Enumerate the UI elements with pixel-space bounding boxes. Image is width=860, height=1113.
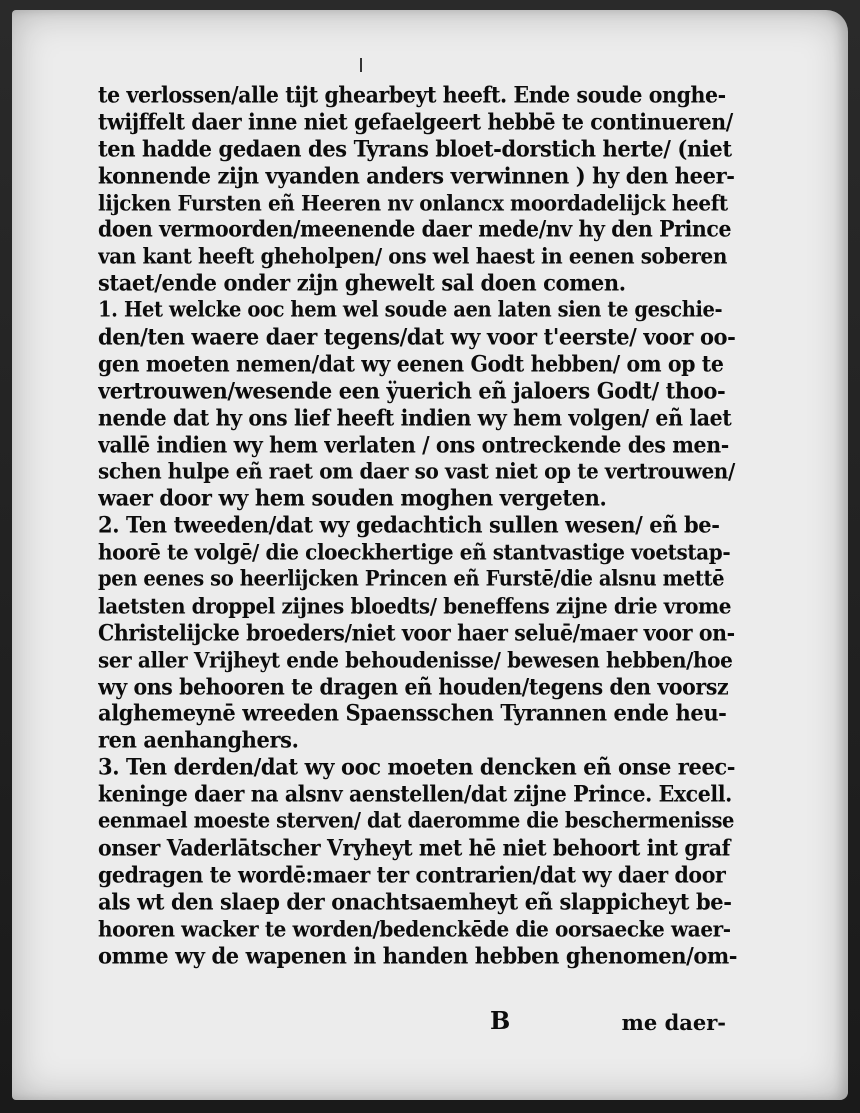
text-line: lijcken Fursten eñ Heeren nv onlancx moordadelijck heeft <box>98 189 728 216</box>
text-line: doen vermoorden/meenende daer mede/nv hy den Prince <box>98 216 732 243</box>
text-line: hoorē te volgē/ die cloeckhertige eñ stantvastige voetstap- <box>98 539 731 566</box>
text-line: laetsten droppel zijnes bloedts/ beneffens zijne drie vrome <box>98 592 732 619</box>
text-line: 1. Het welcke ooc hem wel soude aen laten sien te geschie- <box>98 297 723 322</box>
page-mark <box>360 58 362 72</box>
text-line: pen eenes so heerlijcken Princen eñ Furstē/die alsnu mettē <box>98 566 725 591</box>
text-line: onser Vaderlātscher Vryheyt met hē niet behoort int graf <box>98 834 731 861</box>
body-text <box>98 82 738 969</box>
text-line: 2. Ten tweeden/dat wy gedachtich sullen wesen/ eñ be- <box>98 511 720 539</box>
text-line: vallē indien wy hem verlaten / ons ontreckende des men- <box>98 431 729 458</box>
text-line: eenmael moeste sterven/ dat daeromme die beschermenisse <box>98 808 735 833</box>
text-line: staet/ende onder zijn ghewelt sal doen comen. <box>98 269 626 297</box>
text-line: Christelijcke broeders/niet voor haer seluē/maer voor on- <box>98 619 735 646</box>
text-line: gedragen te wordē:maer ter contrarien/dat wy daer door <box>98 861 726 888</box>
text-line: ser aller Vrijheyt ende behoudenisse/ bewesen hebben/hoe <box>98 646 733 673</box>
text-line: ren aenhanghers. <box>98 726 299 754</box>
text-line: gen moeten nemen/dat wy eenen Godt hebben/ om op te <box>98 350 724 377</box>
catchword: me daer- <box>621 1010 726 1035</box>
text-line: ten hadde gedaen des Tyrans bloet-dorstich herte/ (niet <box>98 134 732 162</box>
text-line: twijffelt daer inne niet gefaelgeert hebbē te continueren/ <box>98 108 733 135</box>
page-footer <box>98 1006 738 1040</box>
text-line: als wt den slaep der onachtsaemheyt eñ slappicheyt be- <box>98 887 732 915</box>
text-line: schen hulpe eñ raet om daer so vast niet op te vertrouwen/ <box>98 458 735 485</box>
text-line: nende dat hy ons lief heeft indien wy hem volgen/ eñ laet <box>98 404 732 431</box>
text-line: keninge daer na alsnv aenstellen/dat zijne Prince. Excell. <box>98 781 732 808</box>
text-line: omme wy de wapenen in handen hebben ghenomen/om- <box>98 941 738 969</box>
signature-mark: B <box>490 1006 511 1035</box>
text-line: 3. Ten derden/dat wy ooc moeten dencken eñ onse reec- <box>98 753 736 781</box>
text-line: te verlossen/alle tijt ghearbeyt heeft. Ende soude onghe- <box>98 82 726 108</box>
text-line: hooren wacker te worden/bedenckēde die oorsaecke waer- <box>98 915 731 942</box>
text-line: den/ten waere daer tegens/dat wy voor t'eerste/ voor oo- <box>98 322 736 350</box>
text-line: konnende zijn vyanden anders verwinnen ) hy den heer- <box>98 161 735 189</box>
text-line: alghemeynē wreeden Spaensschen Tyrannen ende heu- <box>98 699 727 727</box>
text-line: wy ons behooren te dragen eñ houden/tegens den voorsz <box>98 673 729 700</box>
text-line: waer door wy hem souden moghen vergeten. <box>98 484 607 512</box>
text-line: vertrouwen/wesende een ÿuerich eñ jaloers Godt/ thoo- <box>98 376 726 404</box>
text-line: van kant heeft gheholpen/ ons wel haest in eenen soberen <box>98 243 728 270</box>
